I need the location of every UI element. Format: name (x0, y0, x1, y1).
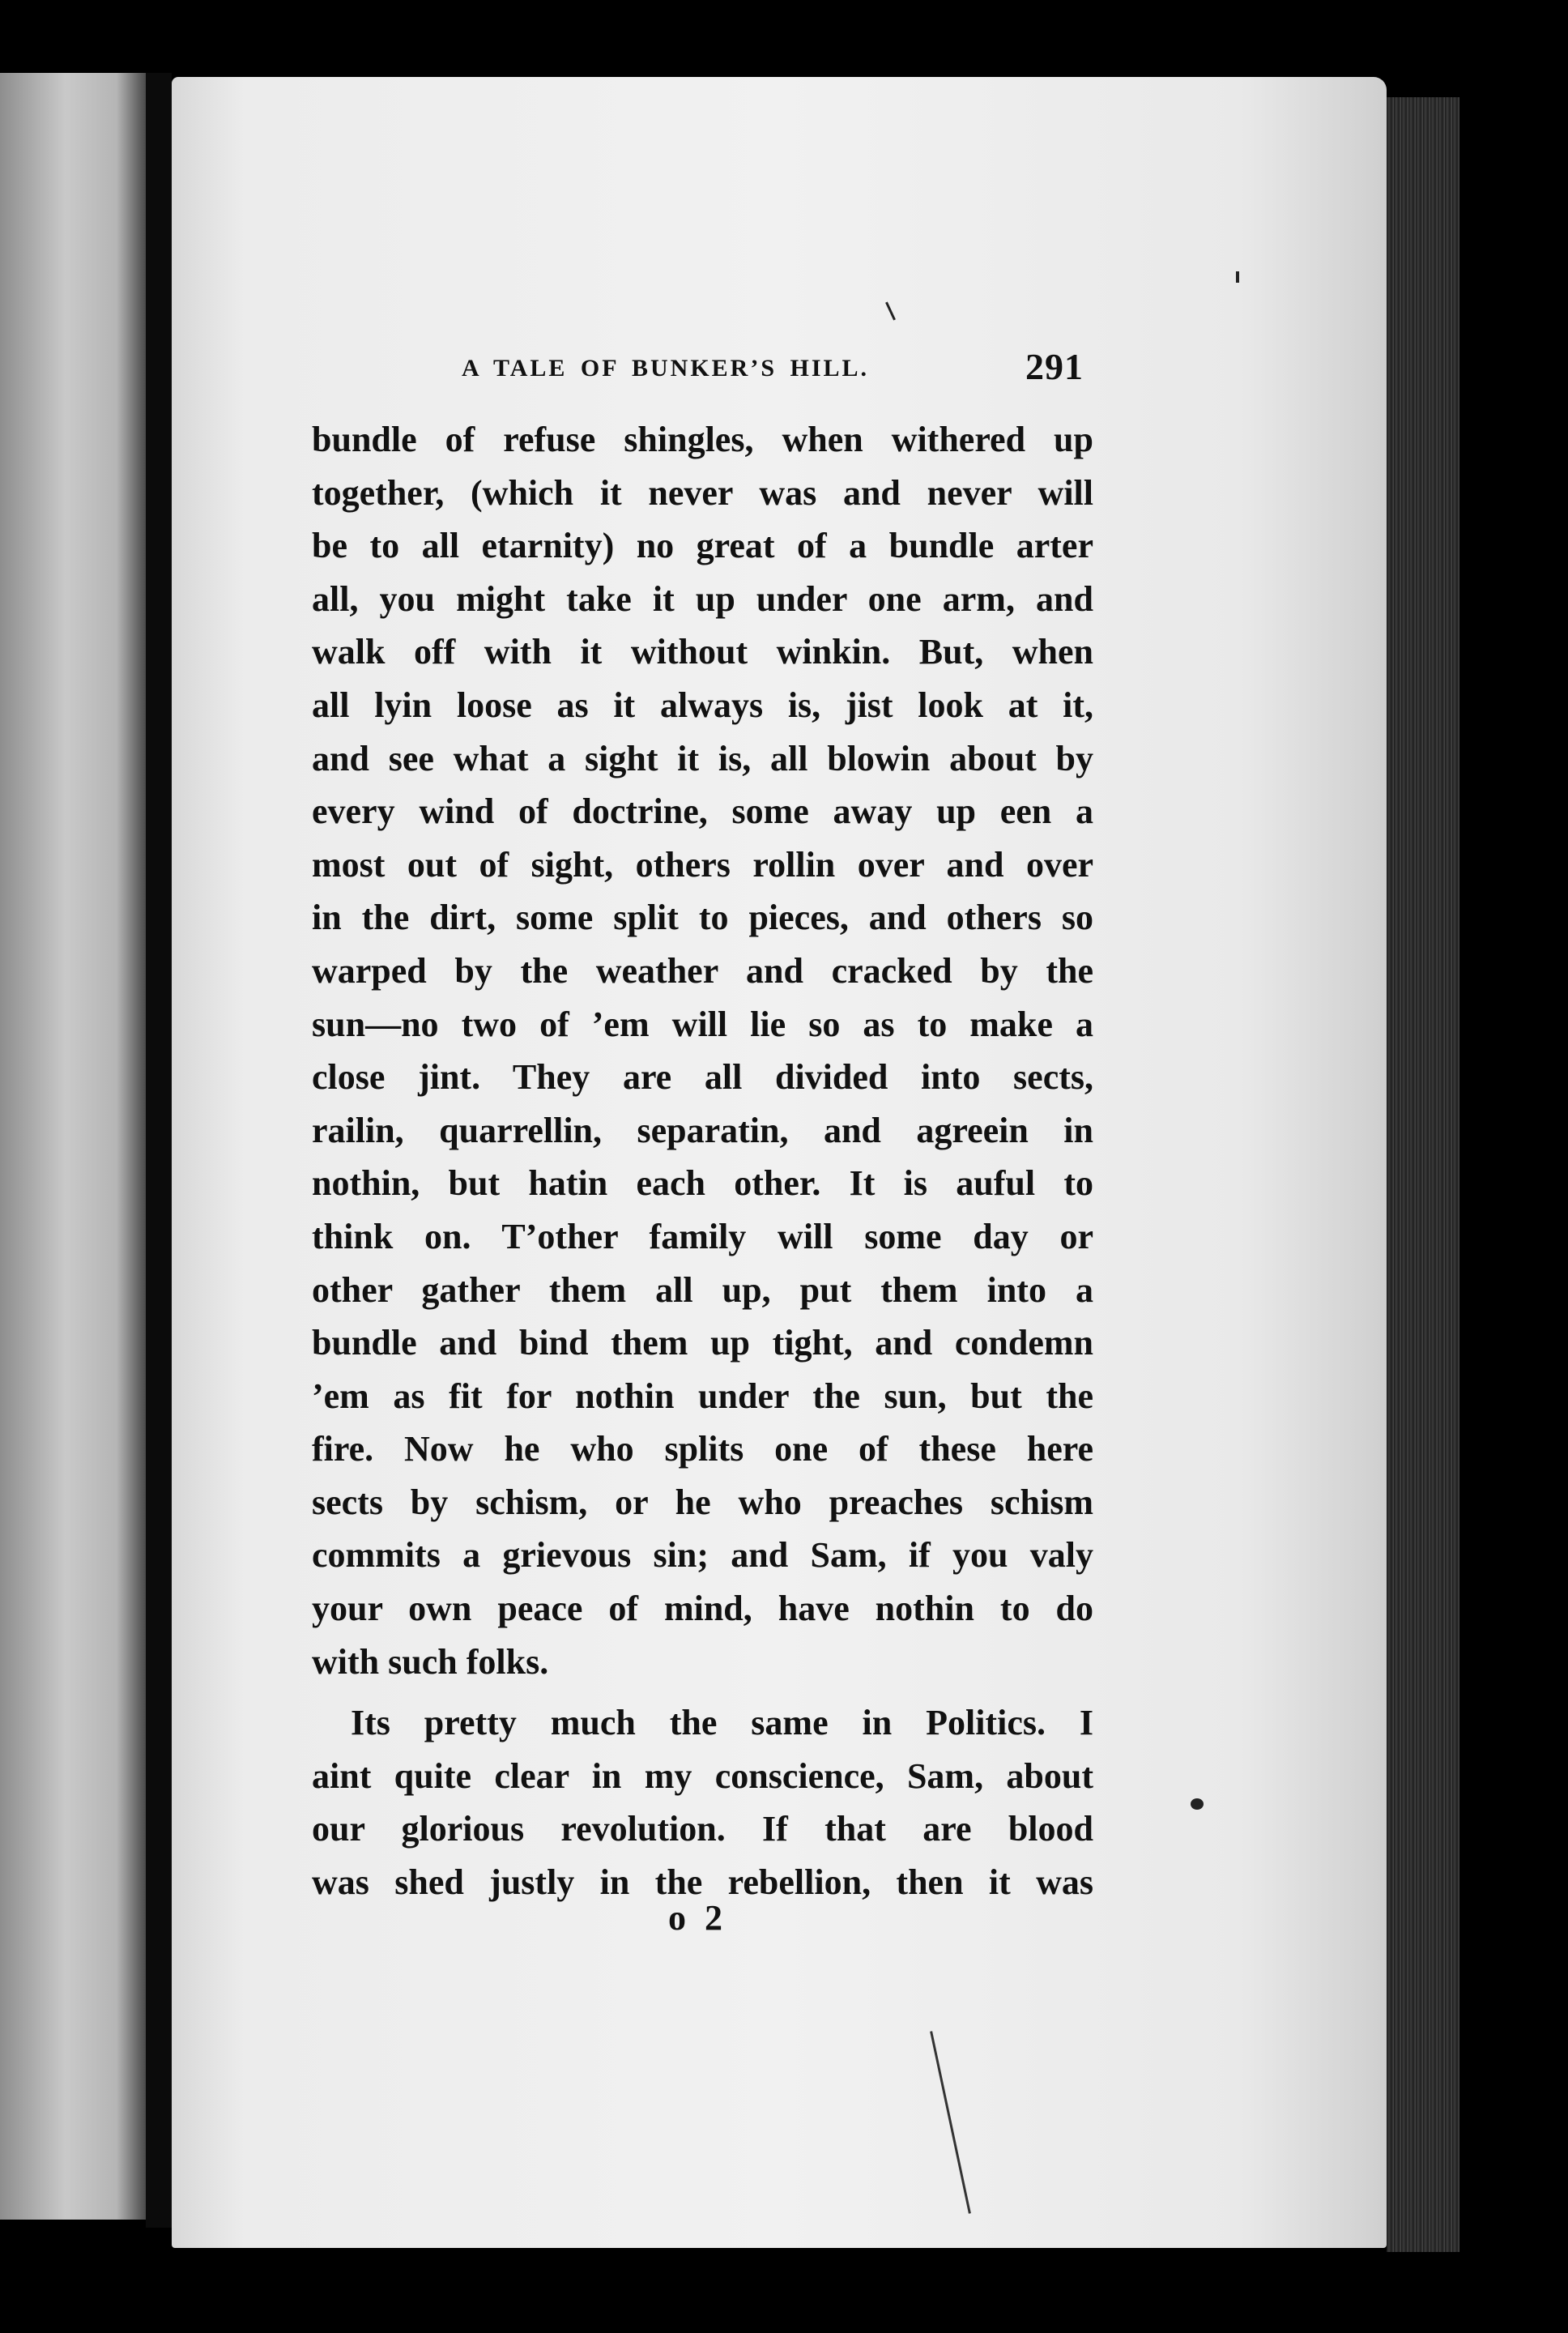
text-line: together, (which it never was and never will (312, 472, 1093, 513)
paragraph-1 (312, 413, 1093, 1688)
text-line: walk off with it without winkin. But, when (312, 632, 1093, 672)
text-line: nothin, but hatin each other. It is auful to (312, 1163, 1093, 1204)
text-line: and see what a sight it is, all blowin about by (312, 738, 1093, 778)
text-line: bundle of refuse shingles, when withered up (312, 420, 1093, 459)
text-line: our glorious revolution. If that are blood (312, 1809, 1093, 1849)
signature-mark: o 2 (668, 1898, 727, 1938)
text-line: with such folks. (312, 1641, 549, 1682)
text-line: all lyin loose as it always is, jist look at it, (312, 685, 1093, 725)
text-line: every wind of doctrine, some away up een a (312, 791, 1093, 832)
text-line: most out of sight, others rollin over and over (312, 844, 1093, 885)
page-text (312, 348, 1093, 1909)
text-line: Its pretty much the same in Politics. I (351, 1703, 1093, 1743)
text-line: aint quite clear in my conscience, Sam, about (312, 1755, 1093, 1796)
running-head-title: A TALE OF BUNKER’S HILL. (462, 355, 870, 382)
text-line: warped by the weather and cracked by the (312, 950, 1093, 991)
text-line: your own peace of mind, have nothin to do (312, 1589, 1093, 1629)
page-number: 291 (1025, 346, 1084, 387)
paragraph-2 (312, 1696, 1093, 1909)
text-line: close jint. They are all divided into sects, (312, 1057, 1093, 1098)
running-head (312, 348, 1093, 413)
text-line: was shed justly in the rebellion, then it was (312, 1862, 1093, 1903)
text-line: railin, quarrellin, separatin, and agreein in (312, 1110, 1093, 1150)
previous-page-edge (0, 73, 146, 2220)
text-line: all, you might take it up under one arm, and (312, 578, 1093, 619)
paragraph-gap (312, 1688, 1093, 1696)
text-line: fire. Now he who splits one of these here (312, 1429, 1093, 1469)
text-line: think on. T’other family will some day or (312, 1216, 1093, 1256)
book-gutter (146, 73, 172, 2228)
text-line: sun—no two of ’em will lie so as to make a (312, 1004, 1093, 1044)
page-edges (1387, 97, 1459, 2252)
text-line: bundle and bind them up tight, and condemn (312, 1323, 1093, 1363)
text-line: be to all etarnity) no great of a bundle arter (312, 526, 1093, 566)
text-line: sects by schism, or he who preaches schism (312, 1482, 1093, 1522)
text-line: in the dirt, some split to pieces, and others so (312, 898, 1093, 938)
text-line: commits a grievous sin; and Sam, if you valy (312, 1535, 1093, 1576)
scan-speck (1236, 271, 1239, 283)
text-line: ’em as fit for nothin under the sun, but the (312, 1375, 1093, 1416)
text-line: other gather them all up, put them into a (312, 1269, 1093, 1310)
scan-speck (1191, 1798, 1204, 1810)
